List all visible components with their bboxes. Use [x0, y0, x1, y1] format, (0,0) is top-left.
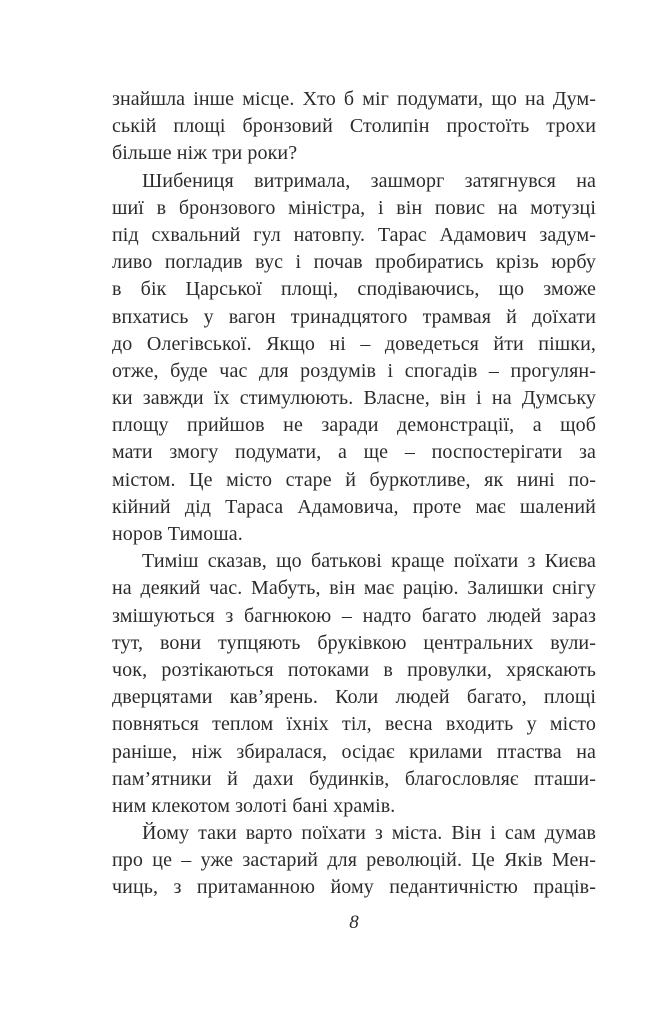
text-line: кійний дід Тараса Адамовича, проте має шалений: [112, 495, 596, 518]
text-line: впхатись у вагон тринадцятого трамвая й доїхати: [112, 305, 596, 328]
text-line: на деякий час. Мабуть, він має рацію. Залишки снігу: [112, 577, 596, 600]
text-line: Шибениця витримала, зашморг затягнувся на: [142, 169, 596, 192]
text-line: чиць, з притаманною йому педантичністю праців-: [112, 876, 596, 899]
text-line: площу прийшов не заради демонстрації, а щоб: [112, 414, 596, 437]
body-text: [112, 86, 596, 902]
text-line: мати змогу подумати, а ще – поспостерігати за: [112, 441, 596, 464]
text-line: Йому таки варто поїхати з міста. Він і сам думав: [142, 822, 596, 845]
text-line: під схвальний гул натовпу. Тарас Адамович задум-: [112, 223, 596, 246]
text-line: до Олегівської. Якщо ні – доведеться йти пішки,: [112, 332, 596, 355]
text-line: пам’ятники й дахи будинків, благословляє пташи-: [112, 767, 596, 790]
text-line: ним клекотом золоті бані храмів.: [112, 794, 396, 817]
text-line: тут, вони тупцяють бруківкою центральних вули-: [112, 631, 596, 654]
text-line: ки завжди їх стимулюють. Власне, він і на Думську: [112, 387, 596, 410]
text-line: більше ніж три роки?: [112, 142, 298, 165]
text-line: Тиміш сказав, що батькові краще поїхати з Києва: [142, 550, 596, 573]
text-line: змішуються з багнюкою – надто багато людей зараз: [112, 604, 596, 627]
text-line: норов Тимоша.: [112, 523, 243, 545]
page-number: 8: [349, 912, 359, 933]
text-line: в бік Царської площі, сподіваючись, що зможе: [112, 278, 596, 301]
text-line: про це – уже застарий для революцій. Це Яків Мен-: [112, 849, 596, 872]
text-line: отже, буде час для роздумів і спогадів – прогулян-: [112, 359, 596, 382]
text-line: повняться теплом їхніх тіл, весна входить у місто: [112, 713, 596, 736]
text-line: ливо погладив вус і почав пробиратись крізь юрбу: [112, 251, 596, 274]
text-line: дверцятами кав’ярень. Коли людей багато, площі: [112, 686, 596, 709]
text-line: раніше, ніж збиралася, осідає крилами птаства на: [112, 740, 596, 763]
text-line: знайшла інше місце. Хто б міг подумати, що на Дум-: [112, 88, 596, 110]
text-line: ській площі бронзовий Столипін простоїть трохи: [112, 115, 596, 138]
text-line: чок, розтікаються потоками в провулки, хряскають: [112, 658, 596, 681]
text-line: містом. Це місто старе й буркотливе, як нині по-: [112, 468, 596, 491]
text-line: шиї в бронзового міністра, і він повис на мотузці: [112, 196, 596, 219]
